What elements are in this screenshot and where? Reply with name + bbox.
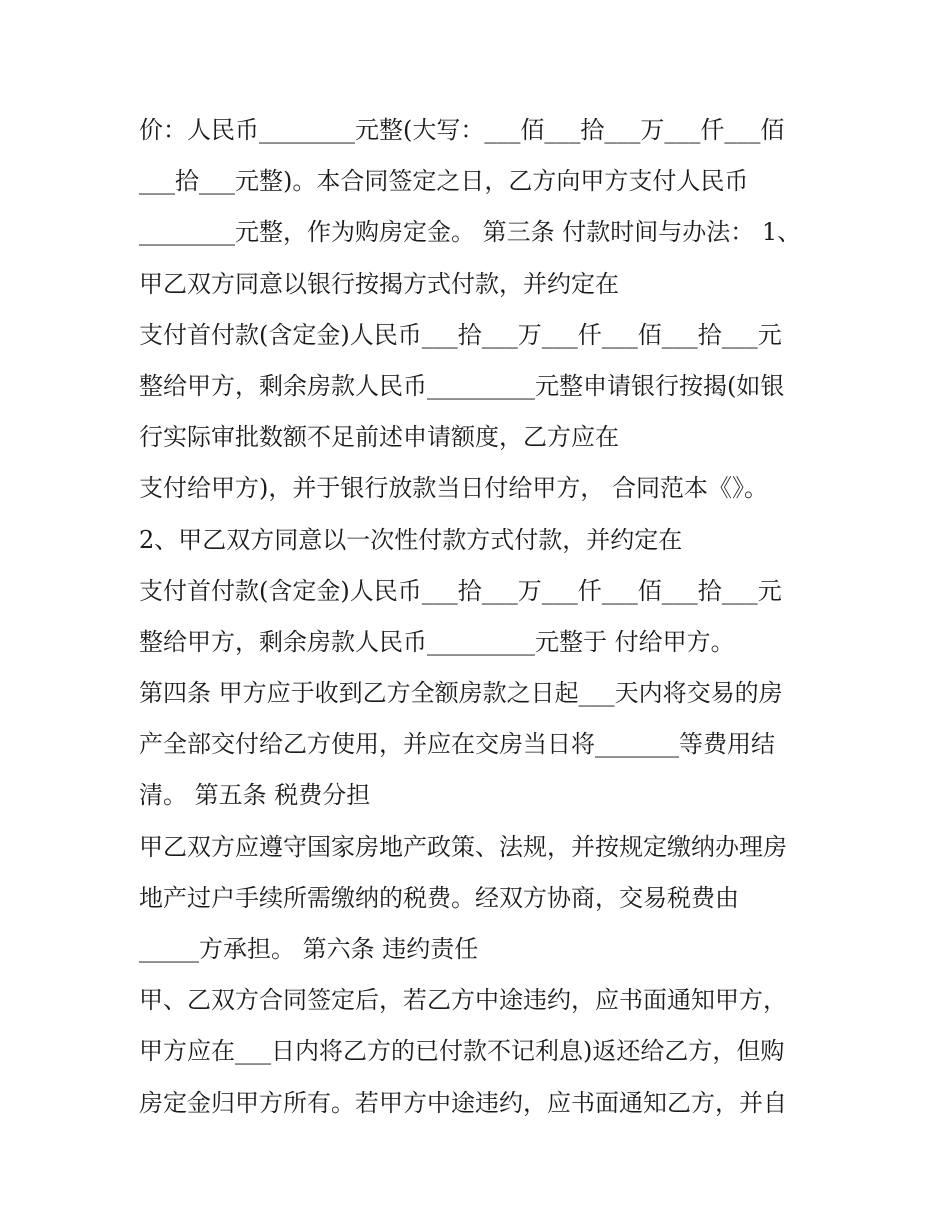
text-line: _____方承担。 第六条 违约责任: [139, 935, 479, 963]
text-line: 清。 第五条 税费分担: [139, 781, 371, 810]
text-line: 价：人民币________元整(大写：___佰___拾___万___仟___佰: [139, 116, 785, 144]
text-line: 产全部交付给乙方使用，并应在交房当日将_______等费用结: [139, 730, 775, 759]
text-line: 房定金归甲方所有。若甲方中途违约，应书面通知乙方，并自: [139, 1088, 787, 1117]
text-line: 支付首付款(含定金)人民币___拾___万___仟___佰___拾___元: [139, 320, 782, 349]
text-line: 甲方应在___日内将乙方的已付款不记利息)返还给乙方，但购: [139, 1037, 785, 1066]
text-line: 第四条 甲方应于收到乙方全额房款之日起___天内将交易的房: [139, 679, 783, 708]
text-line: ________元整，作为购房定金。 第三条 付款时间与办法： 1、: [139, 218, 802, 247]
text-line: ___拾___元整)。本合同签定之日，乙方向甲方支付人民币: [139, 167, 749, 196]
text-line: 整给甲方，剩余房款人民币_________元整申请银行按揭(如银: [139, 371, 785, 400]
text-line: 地产过户手续所需缴纳的税费。经双方协商，交易税费由: [139, 883, 739, 912]
text-line: 行实际审批数额不足前述申请额度，乙方应在: [139, 423, 619, 452]
text-line: 甲、乙双方合同签定后，若乙方中途违约，应书面通知甲方，: [139, 986, 787, 1015]
text-line: 支付首付款(含定金)人民币___拾___万___仟___佰___拾___元: [139, 576, 782, 605]
text-line: 甲乙双方应遵守国家房地产政策、法规，并按规定缴纳办理房: [139, 832, 787, 861]
text-line: 2、甲乙双方同意以一次性付款方式付款，并约定在: [139, 525, 683, 554]
contract-text: [139, 105, 819, 1129]
text-line: 支付给甲方)，并于银行放款当日付给甲方， 合同范本《》。: [139, 474, 768, 503]
text-line: 整给甲方，剩余房款人民币_________元整于 付给甲方。: [139, 627, 735, 656]
text-line: 甲乙双方同意以银行按揭方式付款，并约定在: [139, 269, 619, 298]
